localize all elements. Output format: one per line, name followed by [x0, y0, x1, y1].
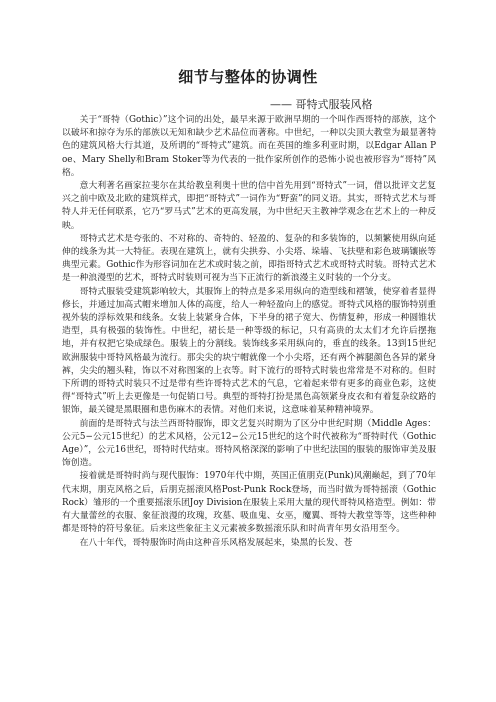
paragraph: 前面的是哥特式与法兰西哥特服饰，即文艺复兴时期为了区分中世纪时期（Middle Ages：公元5−公元15世纪）的艺术风格，公元12−公元15世纪的这个时代被称为“哥特时代（Gothic Age）”，公元16世纪，哥特时代结束。哥特风格深深的影响了中世纪法国的服装的服饰审美及服饰创造。: [62, 418, 436, 469]
paragraph: 关于“哥特（Gothic）”这个词的出处，最早来源于欧洲早期的一个叫作西哥特的部族，这个以破坏和掠夺为乐的部族以无知和缺少艺术品位而著称。中世纪，一种以尖顶大教堂为最显著特色的建筑风格大行其道，及所谓的“哥特式”建筑。而在英国的维多利亚时期，以Edgar Allan Poe、Mary Shelly和Bram Stoker等为代表的一批作家所创作的恐怖小说也被形容为“哥特”风格。: [62, 115, 436, 178]
paragraph: 接着就是哥特时尚与现代服饰：1970年代中期，英国正值朋克(Punk)风潮巅起，到了70年代末期，朋克风格之后，后朋克摇滚风格Post-Punk Rock登场，而当时做为哥特摇滚（Gothic Rock）雏形的一个重要摇滚乐团Joy Division在服装上采用大量的现代哥特风格造型。例如：带有大量蕾丝的衣服、象征浪漫的玫瑰，玫墓、吸血鬼、女巫，魔翼、哥特大教堂等等，这些种种都是哥特的符号象征。后来这些象征主义元素被多数摇滚乐队和时尚青年男女沿用至今。: [62, 471, 436, 535]
paragraph: 意大利著名画家拉斐尔在其给教皇利奥十世的信中首先用到“哥特式”一词，借以批评文艺复兴之前中欧及北欧的建筑样式，即把“哥特式”一词作为“野蛮”的同义语。其实，哥特式艺术与哥特人并无任何联系，它乃“罗马式”艺术的更高发展，为中世纪天主教神学观念在艺术上的一种反映。: [62, 181, 436, 231]
paragraph: 哥特式服装受建筑影响较大，其服饰上的特点是多采用纵向的造型线和褶皱，使穿着者显得修长，并通过加高式帽来增加人体的高度，给人一种轻盈向上的感觉。哥特式风格的服饰特别重视外装的浮标效果和线条。女装上装紧身合体，下半身的裙子宽大、伤情复种，形成一种圆锥状造型，具有极强的装饰性。中世纪，裙长是一种等级的标记，只有高贵的太太们才允许后摆拖地，并有权把它染成绿色。服装上的分割线。装饰线多采用纵向的，垂直的线条。13到15世纪欧洲服装中哥特风格最为流行。那尖尖的块宁帽就像一个小尖塔，还有两个裤腿颜色各异的紧身裤，尖尖的翘头鞋，饰以不对称图案的上衣等。时下流行的哥特式时装也常常是不对称的。但时下所谓的哥特式时装只不过是带有些许哥特式艺术的气息，它着起来带有更多的商业色彩，这使得“哥特式”听上去更像是一句促销口号。典型的哥特打扮是黑色高领紧身皮衣和有着复杂纹路的银饰，最关键是黑眼圈和患伤麻木的表情。对他们来说，这意味着某种精神境界。: [62, 286, 436, 416]
paragraph: 在八十年代，哥特服饰时尚由这种音乐风格发展起来，染黑的长发、苍: [79, 537, 353, 548]
paragraph: 哥特式艺术是夸张的、不对称的、奇特的、轻盈的、复杂的和多装饰的，以频繁使用纵向延伸的线条为其一大特征。表现在建筑上，就有尖拱券、小尖塔、垛墙、飞扶壁和彩色玻璃镶嵌等典型元素。Gothic作为形容词加在艺术或时装之前，即指哥特式艺术或哥特式时装。哥特式艺术是一种浪漫型的艺术，哥特式时装则可视为当下正流行的新浪漫主义时装的一个分支。: [62, 233, 436, 284]
document-subtitle: —— 哥特式服装风格: [270, 98, 373, 111]
document-title: 细节与整体的协调性: [178, 68, 318, 86]
document-body: [62, 114, 436, 550]
